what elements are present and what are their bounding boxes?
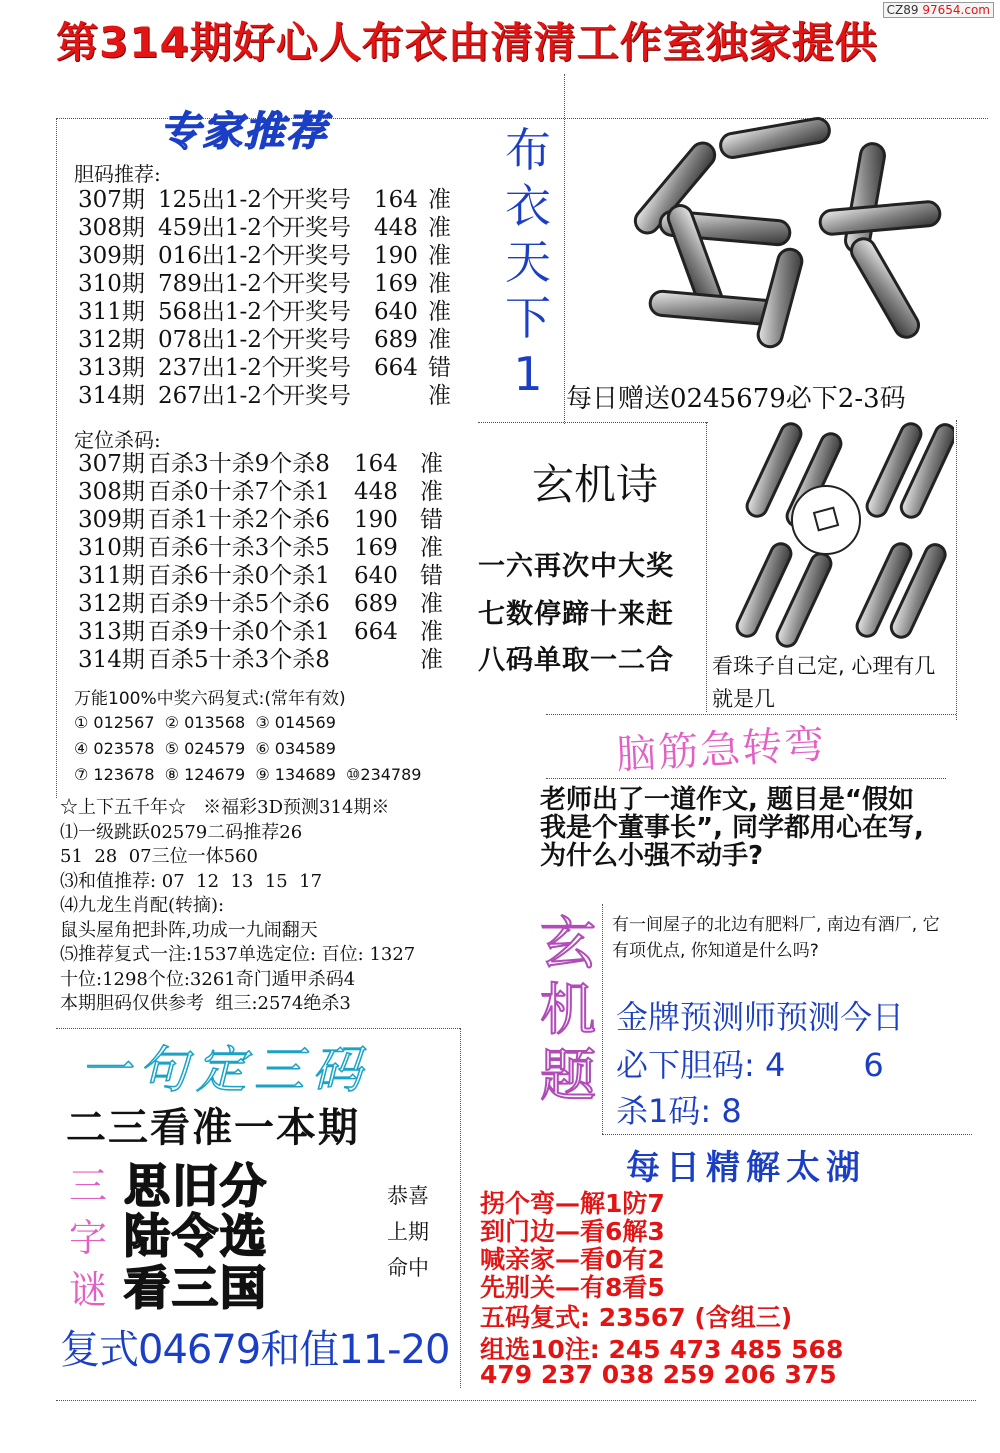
dan-cell: 190 <box>374 243 418 269</box>
dan-cell: 开奖号 <box>282 327 351 353</box>
six-code-row: ⑦ 123678 ⑧ 124679 ⑨ 134689 ⑩234789 <box>74 765 422 784</box>
kill-cell: 百杀5十杀3个杀8 <box>148 647 330 673</box>
poem-line: 一六再次中大奖 <box>478 551 674 582</box>
kill-cell: 准 <box>420 647 443 673</box>
buyi-char: 布 <box>505 123 551 177</box>
dan-cell: 312期 <box>78 327 145 353</box>
pinwheel-icon <box>580 96 960 376</box>
kill-cell: 百杀1十杀2个杀6 <box>148 507 330 533</box>
dan-cell: 459出1-2个 <box>158 215 285 241</box>
dan-cell: 准 <box>428 327 451 353</box>
kill-cell: 311期 <box>78 563 145 589</box>
riddle-word: 看三国 <box>124 1261 268 1315</box>
dan-cell: 789出1-2个 <box>158 271 285 297</box>
kill-label: 定位杀码: <box>74 428 161 452</box>
poem-line: 七数停蹄十来赶 <box>478 599 674 630</box>
taihu-line: 五码复式: 23567 (含组三) <box>480 1303 793 1332</box>
divider <box>56 1400 976 1401</box>
kill-cell: 准 <box>420 619 443 645</box>
dan-cell: 准 <box>428 215 451 241</box>
fushi-line: 复式04679和值11-20 <box>60 1327 450 1373</box>
kill-cell: 689 <box>354 591 398 617</box>
sanzimi-char: 三 <box>68 1164 107 1208</box>
riddle-word: 思旧分 <box>124 1159 268 1213</box>
history-line: 十位:1298个位:3261奇门遁甲杀码4 <box>60 968 356 990</box>
taihu-line: 479 237 038 259 206 375 <box>480 1360 837 1389</box>
dan-cell: 448 <box>374 215 418 241</box>
six-code-label: 万能100%中奖六码复式:(常年有效) <box>74 689 346 709</box>
dan-cell: 错 <box>428 355 451 381</box>
essay-question: 老师出了一道作文, 题目是“假如我是个董事长”, 同学都用心在写, 为什么小强不动手? <box>540 785 924 871</box>
congrats-note <box>378 1178 438 1286</box>
history-line: ⑶和值推荐: 07 12 13 15 17 <box>60 870 323 892</box>
dan-cell: 310期 <box>78 271 145 297</box>
divider <box>956 420 957 720</box>
yiju-line: 二三看准一本期 <box>66 1105 360 1151</box>
dan-cell: 237出1-2个 <box>158 355 285 381</box>
buyi-char: 下 <box>505 291 551 345</box>
dan-cell: 开奖号 <box>282 187 351 213</box>
divider <box>460 1028 461 1388</box>
dan-cell: 307期 <box>78 187 145 213</box>
kill-cell: 307期 <box>78 451 145 477</box>
page-title: 第314期好心人布衣由清清工作室独家提供 <box>56 18 878 67</box>
dan-cell: 开奖号 <box>282 215 351 241</box>
kill-cell: 准 <box>420 479 443 505</box>
dan-code-label: 必下胆码: 4 <box>616 1046 786 1084</box>
dan-cell: 267出1-2个 <box>158 383 285 409</box>
dan-cell: 开奖号 <box>282 383 351 409</box>
divider <box>602 1134 972 1135</box>
dan-cell: 314期 <box>78 383 145 409</box>
dan-cell: 664 <box>374 355 418 381</box>
dan-cell: 311期 <box>78 299 145 325</box>
kill-cell: 190 <box>354 507 398 533</box>
daily-gift: 每日赠送0245679必下2-3码 <box>566 384 906 414</box>
dan-cell: 640 <box>374 299 418 325</box>
taihu-heading: 每日精解太湖 <box>626 1148 866 1188</box>
kill-cell: 310期 <box>78 535 145 561</box>
beads-caption: 看珠子自己定, 心理有几就是几 <box>712 654 936 711</box>
kill-cell: 312期 <box>78 591 145 617</box>
riddle-word: 陆令选 <box>124 1209 268 1263</box>
dan-cell: 125出1-2个 <box>158 187 285 213</box>
divider <box>56 118 57 798</box>
kill-cell: 448 <box>354 479 398 505</box>
dan-cell: 308期 <box>78 215 145 241</box>
history-line: 51 28 07三位一体560 <box>60 846 258 867</box>
dan-cell: 准 <box>428 299 451 325</box>
six-code-row: ④ 023578 ⑤ 024579 ⑥ 034589 <box>74 739 336 758</box>
sanzimi-title <box>66 1160 110 1316</box>
dan-cell: 309期 <box>78 243 145 269</box>
dan-cell: 开奖号 <box>282 299 351 325</box>
brain-teaser-heading: 脑筋急转弯 <box>615 721 828 779</box>
xuanji-ti-char: 玄 <box>540 912 596 977</box>
kill-cell: 309期 <box>78 507 145 533</box>
kill-cell: 314期 <box>78 647 145 673</box>
xuanji-ti-title <box>538 912 598 1110</box>
watermark-site: 97654.com <box>922 3 990 17</box>
coin-beads-icon <box>714 420 954 650</box>
dan-code-value: 6 <box>863 1046 884 1084</box>
dan-cell: 313期 <box>78 355 145 381</box>
dan-cell: 016出1-2个 <box>158 243 285 269</box>
gold-line-3: 杀1码: 8 <box>616 1092 742 1130</box>
history-line: ⑷九龙生肖配(转摘): <box>60 895 225 916</box>
kill-cell: 百杀9十杀5个杀6 <box>148 591 330 617</box>
kill-cell: 错 <box>420 507 443 533</box>
kill-cell: 百杀0十杀7个杀1 <box>148 479 330 505</box>
dan-cell: 准 <box>428 187 451 213</box>
gold-line-2 <box>616 1040 884 1086</box>
watermark-code: CZ89 <box>886 3 919 17</box>
xuanji-poem-heading: 玄机诗 <box>532 460 659 509</box>
dan-cell: 准 <box>428 383 451 409</box>
taihu-line: 喊亲家—看0有2 <box>480 1245 665 1274</box>
sanzimi-char: 谜 <box>68 1268 107 1312</box>
divider <box>706 422 707 712</box>
buyi-vertical-title <box>498 122 558 402</box>
kill-cell: 错 <box>420 563 443 589</box>
site-watermark <box>883 2 994 18</box>
kill-cell: 640 <box>354 563 398 589</box>
history-line: ⑴一级跳跃02579二码推荐26 <box>60 821 303 843</box>
taihu-line: 先别关—有8看5 <box>480 1273 665 1302</box>
kill-cell: 百杀6十杀0个杀1 <box>148 563 330 589</box>
dan-cell: 准 <box>428 243 451 269</box>
dan-cell: 开奖号 <box>282 355 351 381</box>
dan-cell: 689 <box>374 327 418 353</box>
xuanji-ti-char: 题 <box>540 1044 596 1109</box>
sanzimi-char: 字 <box>68 1216 107 1260</box>
kill-table <box>78 450 468 680</box>
history-line: 本期胆码仅供参考 组三:2574绝杀3 <box>60 993 351 1014</box>
divider <box>478 422 708 423</box>
divider <box>56 1028 460 1029</box>
buyi-char: 1 <box>513 347 543 401</box>
dan-cell: 078出1-2个 <box>158 327 285 353</box>
kill-cell: 准 <box>420 591 443 617</box>
divider <box>602 904 603 1134</box>
taihu-line: 组选10注: 245 473 485 568 <box>480 1335 844 1364</box>
kill-cell: 百杀9十杀0个杀1 <box>148 619 330 645</box>
kill-cell: 百杀6十杀3个杀5 <box>148 535 330 561</box>
dan-cell: 开奖号 <box>282 271 351 297</box>
riddle-text: 有一间屋子的北边有肥料厂, 南边有酒厂, 它有项优点, 你知道是什么吗? <box>612 915 940 961</box>
six-code-list <box>74 710 421 788</box>
buyi-char: 天 <box>505 235 551 289</box>
poem-line: 八码单取一二合 <box>478 645 674 676</box>
dan-cell: 164 <box>374 187 418 213</box>
kill-cell: 664 <box>354 619 398 645</box>
expert-heading: 专家推荐 <box>160 109 328 155</box>
dan-cell: 开奖号 <box>282 243 351 269</box>
dan-cell: 169 <box>374 271 418 297</box>
kill-cell: 164 <box>354 451 398 477</box>
congrats-line: 命中 <box>387 1256 429 1280</box>
divider <box>564 74 565 424</box>
dan-label: 胆码推荐: <box>74 162 161 186</box>
dan-cell: 准 <box>428 271 451 297</box>
divider <box>546 778 946 779</box>
history-line: ☆上下五千年☆ ※福彩3D预测314期※ <box>60 797 390 818</box>
yiju-heading: 一句定三码 <box>80 1041 370 1099</box>
buyi-char: 衣 <box>505 179 551 233</box>
six-code-row: ① 012567 ② 013568 ③ 014569 <box>74 713 336 732</box>
kill-cell: 准 <box>420 535 443 561</box>
taihu-line: 拐个弯—解1防7 <box>480 1189 665 1218</box>
dan-cell: 568出1-2个 <box>158 299 285 325</box>
congrats-line: 恭喜 <box>387 1184 429 1208</box>
dan-table <box>78 186 468 416</box>
kill-cell: 169 <box>354 535 398 561</box>
kill-cell: 313期 <box>78 619 145 645</box>
taihu-line: 到门边—看6解3 <box>480 1217 665 1246</box>
kill-cell: 百杀3十杀9个杀8 <box>148 451 330 477</box>
xuanji-ti-char: 机 <box>540 978 596 1043</box>
history-block <box>60 796 415 1017</box>
history-line: 鼠头屋角把卦阵,功成一九闹翻天 <box>60 919 318 941</box>
kill-cell: 准 <box>420 451 443 477</box>
kill-cell: 308期 <box>78 479 145 505</box>
gold-line-1: 金牌预测师预测今日 <box>616 998 905 1036</box>
congrats-line: 上期 <box>387 1220 429 1244</box>
history-line: ⑸推荐复式一注:1537单选定位: 百位: 1327 <box>60 944 416 965</box>
